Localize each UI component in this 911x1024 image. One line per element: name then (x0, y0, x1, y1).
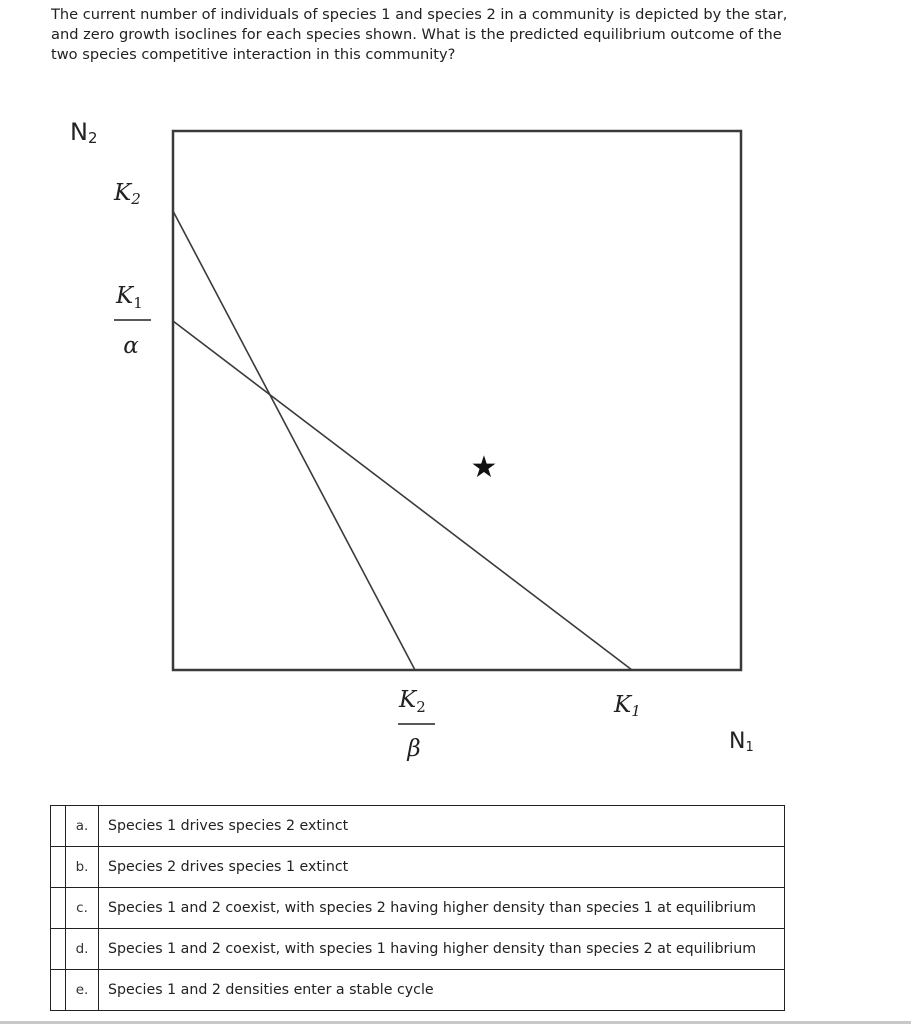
x-axis-label-base: N (729, 729, 746, 754)
answer-options-table (50, 805, 785, 1011)
x-axis-label-sub: 1 (745, 740, 754, 755)
k2-beta-numerator-sub: 2 (416, 698, 426, 716)
x-intercept-k2-over-beta-numerator (398, 687, 426, 716)
option-d-select-cell[interactable] (51, 929, 66, 970)
y-intercept-k1-over-alpha-numerator (115, 283, 143, 312)
option-d-text: Species 1 and 2 coexist, with species 1 having higher density than species 2 at equilibrium (99, 929, 785, 970)
y-intercept-k2-sub: 2 (131, 190, 141, 208)
k2-beta-denominator: β (407, 736, 421, 762)
answer-option-a[interactable] (51, 806, 785, 847)
option-e-text: Species 1 and 2 densities enter a stable cycle (99, 970, 785, 1011)
option-e-letter: e. (66, 970, 99, 1011)
option-c-text: Species 1 and 2 coexist, with species 2 having higher density than species 1 at equilibrium (99, 888, 785, 929)
answer-option-c[interactable] (51, 888, 785, 929)
k1-alpha-numerator-base: K (116, 283, 134, 309)
current-population-star-icon: ★ (470, 450, 498, 485)
x-intercept-k1-sub: 1 (631, 702, 641, 720)
species-2-isocline (173, 211, 415, 670)
y-intercept-k2-base: K (114, 180, 132, 206)
k1-alpha-denominator: α (123, 333, 139, 359)
y-intercept-k2 (113, 180, 141, 208)
option-d-letter: d. (66, 929, 99, 970)
option-b-select-cell[interactable] (51, 847, 66, 888)
species-1-isocline (173, 321, 632, 670)
option-a-letter: a. (66, 806, 99, 847)
option-a-select-cell[interactable] (51, 806, 66, 847)
answer-option-b[interactable] (51, 847, 785, 888)
option-c-select-cell[interactable] (51, 888, 66, 929)
k2-beta-numerator-base: K (399, 687, 417, 713)
x-axis-label (729, 729, 754, 755)
option-a-text: Species 1 drives species 2 extinct (99, 806, 785, 847)
option-c-letter: c. (66, 888, 99, 929)
answer-option-e[interactable] (51, 970, 785, 1011)
option-b-letter: b. (66, 847, 99, 888)
question-text: The current number of individuals of species 1 and species 2 in a community is depicted by the star, and zero growth isoclines for each species shown. What is the predicted equilibrium outcome of the two species competitive interaction in this community? (51, 6, 788, 63)
option-b-text: Species 2 drives species 1 extinct (99, 847, 785, 888)
y-axis-label-sub: 2 (87, 129, 98, 147)
k1-alpha-numerator-sub: 1 (133, 294, 143, 312)
option-e-select-cell[interactable] (51, 970, 66, 1011)
answer-option-d[interactable] (51, 929, 785, 970)
x-intercept-k1 (613, 692, 641, 720)
y-axis-label-base: N (70, 118, 88, 146)
plot-frame (173, 131, 741, 670)
y-axis-label (70, 118, 98, 147)
x-intercept-k1-base: K (614, 692, 632, 718)
